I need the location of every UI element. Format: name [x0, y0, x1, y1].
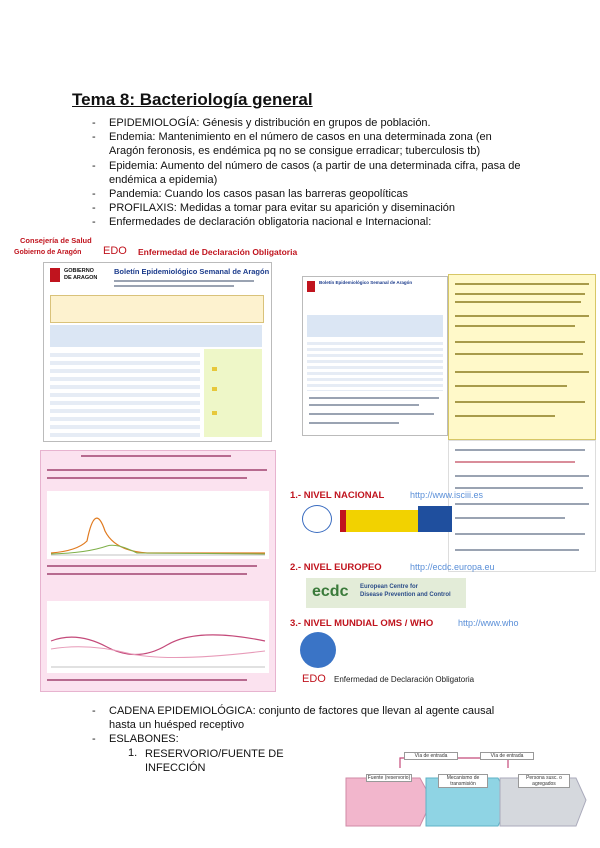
who-link[interactable]: http://www.who — [458, 618, 519, 628]
bulletin-mid-document — [302, 276, 448, 436]
who-logo-icon — [300, 632, 336, 668]
list-item: - ESLABONES: — [92, 732, 502, 746]
bulletin-left-document — [43, 262, 272, 442]
cases-table — [307, 339, 443, 391]
nivel-europeo-label: 2.- NIVEL EUROPEO — [290, 562, 382, 573]
who-edo-abbrev: EDO — [302, 673, 326, 685]
chain-list — [92, 704, 502, 747]
ecdc-org-line1: European Centre for — [360, 584, 419, 590]
list-item: - Endemia: Mantenimiento en el número de casos en una determinada zona (en Aragón feronosis, es endémica pq no se consigue erradicar; tuberculosis tb) — [92, 130, 522, 158]
mecanismo-box: Mecanismo de transmisión — [438, 774, 488, 788]
eslabon-label: RESERVORIO/FUENTE DE INFECCIÓN — [145, 748, 284, 774]
edo-abbrev: EDO — [103, 245, 127, 257]
cases-table — [50, 349, 200, 437]
list-item: - EPIDEMIOLOGÍA: Génesis y distribución en grupos de población. — [92, 116, 522, 130]
ecdc-link[interactable]: http://ecdc.europa.eu — [410, 562, 495, 572]
gobierno-label: Gobierno de Aragón — [14, 249, 82, 256]
bulletin-note-document — [448, 440, 596, 572]
chain-arrows-icon — [340, 748, 590, 848]
bulletin-mid-title: Boletín Epidemiológico Semanal de Aragón — [319, 280, 413, 285]
list-item: - Epidemia: Aumento del número de casos (a partir de una determinada cifra, pasa de endémica a epidemia) — [92, 159, 522, 187]
flu-surveillance-document — [40, 450, 276, 692]
list-item: - PROFILAXIS: Medidas a tomar para evitar su aparición y diseminación — [92, 201, 522, 215]
bulletin-left-title: Boletín Epidemiológico Semanal de Aragón — [114, 267, 270, 276]
ministerio-logo-icon — [340, 510, 420, 532]
logo-line2: DE ARAGON — [64, 275, 98, 281]
who-edo-full: Enfermedad de Declaración Obligatoria — [334, 675, 475, 684]
consejeria-label: Consejería de Salud — [20, 236, 92, 245]
list-item: - CADENA EPIDEMIOLÓGICA: conjunto de factores que llevan al agente causal hasta un huésped receptivo — [92, 704, 502, 732]
isciii-logo-icon — [302, 505, 332, 533]
via-entrada-left: Vía de entrada — [404, 752, 458, 760]
persona-box: Persona susc. o agregados — [518, 774, 570, 788]
logo-line1: GOBIERNO — [64, 268, 94, 274]
nivel-mundial-label: 3.- NIVEL MUNDIAL OMS / WHO — [290, 618, 434, 629]
respiratory-chart — [47, 601, 269, 673]
influenza-chart — [47, 491, 269, 559]
influenza-curve-icon — [47, 491, 269, 559]
instituto-logo-icon — [418, 506, 452, 532]
edo-full: Enfermedad de Declaración Obligatoria — [138, 247, 298, 257]
table-header — [307, 315, 443, 337]
list-item: - Pandemia: Cuando los casos pasan las barreras geopolíticas — [92, 187, 522, 201]
respiratory-curve-icon — [47, 601, 269, 673]
fuente-box: Fuente (reservorio) — [367, 775, 411, 781]
page-title: Tema 8: Bacteriología general — [72, 90, 313, 109]
via-entrada-right: Vía de entrada — [480, 752, 534, 760]
bulletin-right-document — [448, 274, 596, 440]
ecdc-logo: ecdc — [312, 583, 349, 600]
alert-box — [50, 295, 264, 323]
list-item: - Enfermedades de declaración obligatoria nacional e Internacional: — [92, 215, 522, 229]
ratio-chart-panel — [204, 349, 262, 437]
table-header — [50, 325, 262, 347]
aragon-flag-icon — [307, 281, 315, 292]
nivel-nacional-label: 1.- NIVEL NACIONAL — [290, 490, 385, 501]
chain-diagram — [340, 748, 590, 848]
isciii-link[interactable]: http://www.isciii.es — [410, 490, 484, 500]
eslabon-number: 1. — [128, 747, 138, 759]
definitions-list — [92, 116, 522, 230]
ecdc-org-line2: Disease Prevention and Control — [360, 592, 451, 598]
aragon-flag-icon — [50, 268, 60, 282]
